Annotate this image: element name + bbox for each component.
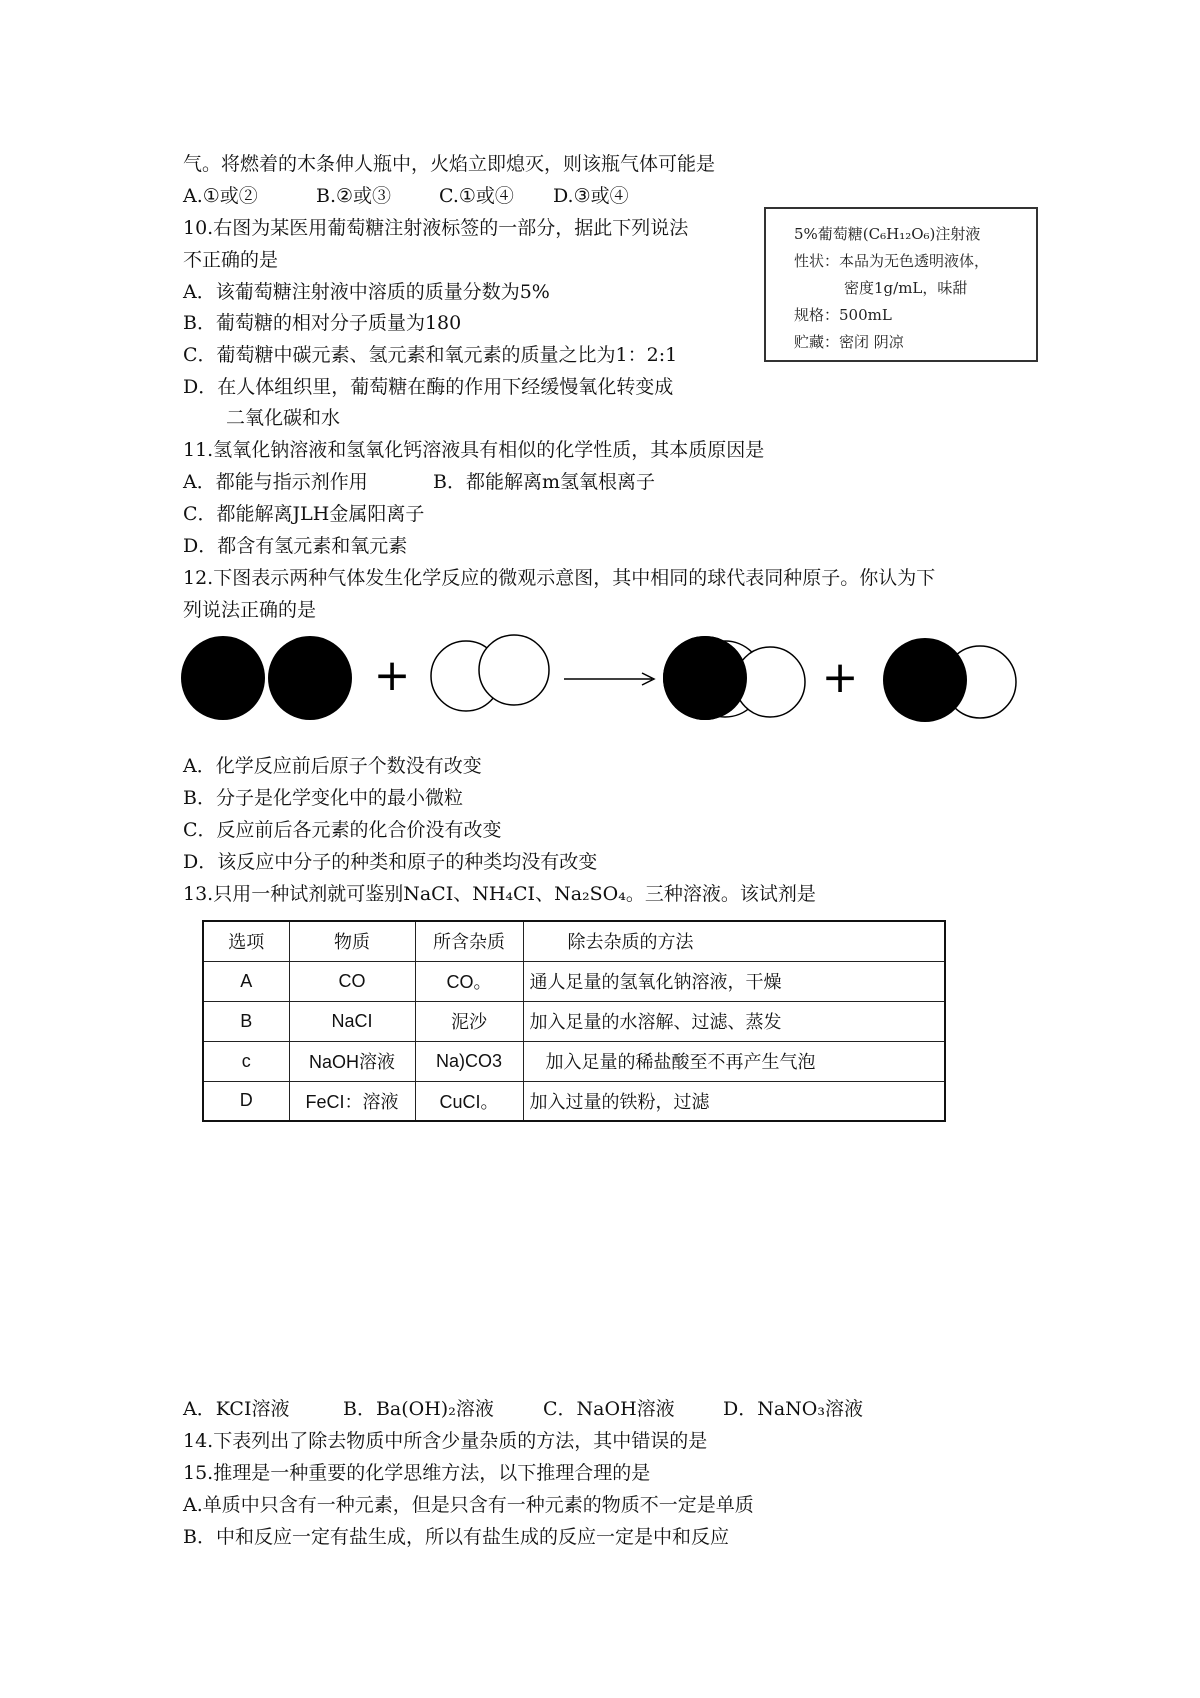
label-property-line2: 密度1g/mL，味甜 (844, 279, 968, 297)
q11-option-c: C．都能解离JLH金属阳离子 (183, 503, 425, 525)
table-cell: 加入足量的稀盐酸至不再产生气泡 (523, 1041, 945, 1081)
table-cell: c (203, 1041, 289, 1081)
black-atom (181, 636, 265, 720)
q10-stem-line2: 不正确的是 (183, 249, 279, 271)
table-cell: FeCI：溶液 (289, 1081, 415, 1121)
table-cell: D (203, 1081, 289, 1121)
q13-stem: 13.只用一种试剂就可鉴别NaCI、NH₄CI、Na₂SO₄。三种溶液。该试剂是 (183, 883, 816, 905)
table-row (203, 961, 945, 1001)
table-cell: NaOH溶液 (289, 1041, 415, 1081)
table-header-row (203, 921, 945, 961)
table-cell: B (203, 1001, 289, 1041)
q9-stem: 气。将燃着的木条伸人瓶中，火焰立即熄灭，则该瓶气体可能是 (183, 153, 716, 175)
q12-option-c: C．反应前后各元素的化合价没有改变 (183, 819, 502, 841)
black-atom (663, 636, 747, 720)
black-atom (268, 636, 352, 720)
q11-option-d: D．都含有氢元素和氧元素 (183, 535, 408, 557)
reactant-molecule-white (431, 635, 549, 711)
reaction-arrow (564, 673, 654, 685)
table-cell: A (203, 961, 289, 1001)
q9-option-d: D.③或④ (553, 185, 629, 207)
header-cell: 所含杂质 (415, 921, 523, 961)
q10-option-d-line2: 二氧化碳和水 (226, 407, 341, 429)
q14-stem: 14.下表列出了除去物质中所含少量杂质的方法，其中错误的是 (183, 1430, 708, 1452)
q12-option-a: A．化学反应前后原子个数没有改变 (183, 755, 482, 777)
table-cell: CO (289, 961, 415, 1001)
header-cell: 物质 (289, 921, 415, 961)
table-cell: Na)CO3 (415, 1041, 523, 1081)
black-atom (883, 638, 967, 722)
reactant-molecule-black (181, 636, 352, 720)
table-cell: CO。 (415, 961, 523, 1001)
label-property-line1: 性状：本品为无色透明液体， (794, 252, 990, 270)
q15-option-b: B．中和反应一定有盐生成，所以有盐生成的反应一定是中和反应 (183, 1526, 729, 1548)
product-molecule-2 (883, 638, 1016, 722)
q13-option-b: B．Ba(OH)₂溶液 (343, 1398, 494, 1420)
q9-option-c: C.①或④ (439, 185, 514, 207)
label-title: 5%葡萄糖(C₆H₁₂O₆)注射液 (794, 225, 981, 243)
q13-options (183, 1397, 863, 1421)
q11-options-ab (183, 470, 655, 494)
label-storage: 贮藏：密闭 阴凉 (794, 333, 904, 351)
table-cell: CuCI。 (415, 1081, 523, 1121)
plus-sign: + (373, 650, 411, 701)
q11-option-a: A．都能与指示剂作用 (183, 471, 368, 493)
table-cell: NaCI (289, 1001, 415, 1041)
q13-option-c: C．NaOH溶液 (543, 1398, 675, 1420)
table-row (203, 1081, 945, 1121)
q12-stem-line1: 12.下图表示两种气体发生化学反应的微观示意图，其中相同的球代表同种原子。你认为下 (183, 567, 936, 589)
q9-option-a: A.①或② (183, 185, 258, 207)
table-cell: 加入过量的铁粉，过滤 (523, 1081, 945, 1121)
q15-stem: 15.推理是一种重要的化学思维方法，以下推理合理的是 (183, 1462, 651, 1484)
table-cell: 加入足量的水溶解、过滤、蒸发 (523, 1001, 945, 1041)
q11-stem: 11.氢氧化钠溶液和氢氧化钙溶液具有相似的化学性质，其本质原因是 (183, 439, 765, 461)
q11-option-b: B．都能解离m氢氧根离子 (433, 471, 655, 493)
product-molecule-1 (663, 636, 805, 720)
q9-option-b: B.②或③ (316, 185, 392, 207)
q15-option-a: A.单质中只含有一种元素，但是只含有一种元素的物质不一定是单质 (183, 1494, 754, 1516)
table-row (203, 1041, 945, 1081)
table-row (203, 1001, 945, 1041)
table-cell: 通人足量的氢氧化钠溶液，干燥 (523, 961, 945, 1001)
q12-option-b: B．分子是化学变化中的最小微粒 (183, 787, 463, 809)
glucose-label-image (764, 207, 1038, 362)
plus-sign: + (821, 652, 859, 703)
q10-option-a: A．该葡萄糖注射液中溶质的质量分数为5% (183, 281, 550, 303)
q10-option-c: C．葡萄糖中碳元素、氢元素和氧元素的质量之比为1：2:1 (183, 344, 678, 366)
q10-option-b: B．葡萄糖的相对分子质量为180 (183, 312, 462, 334)
q12-option-d: D．该反应中分子的种类和原子的种类均没有改变 (183, 851, 598, 873)
q9-options (183, 184, 629, 208)
q13-option-a: A．KCI溶液 (183, 1398, 290, 1420)
header-cell: 除去杂质的方法 (523, 921, 945, 961)
reaction-diagram (180, 632, 1030, 732)
q10-option-d-line1: D．在人体组织里，葡萄糖在酶的作用下经缓慢氧化转变成 (183, 376, 674, 398)
white-atom (479, 635, 549, 705)
label-spec: 规格：500mL (794, 306, 892, 324)
impurity-removal-table (202, 920, 946, 1122)
q13-option-d: D．NaNO₃溶液 (723, 1398, 864, 1420)
q10-stem-line1: 10.右图为某医用葡萄糖注射液标签的一部分，据此下列说法 (183, 217, 689, 239)
q12-stem-line2: 列说法正确的是 (183, 599, 317, 621)
table-cell: 泥沙 (415, 1001, 523, 1041)
header-cell: 选项 (203, 921, 289, 961)
